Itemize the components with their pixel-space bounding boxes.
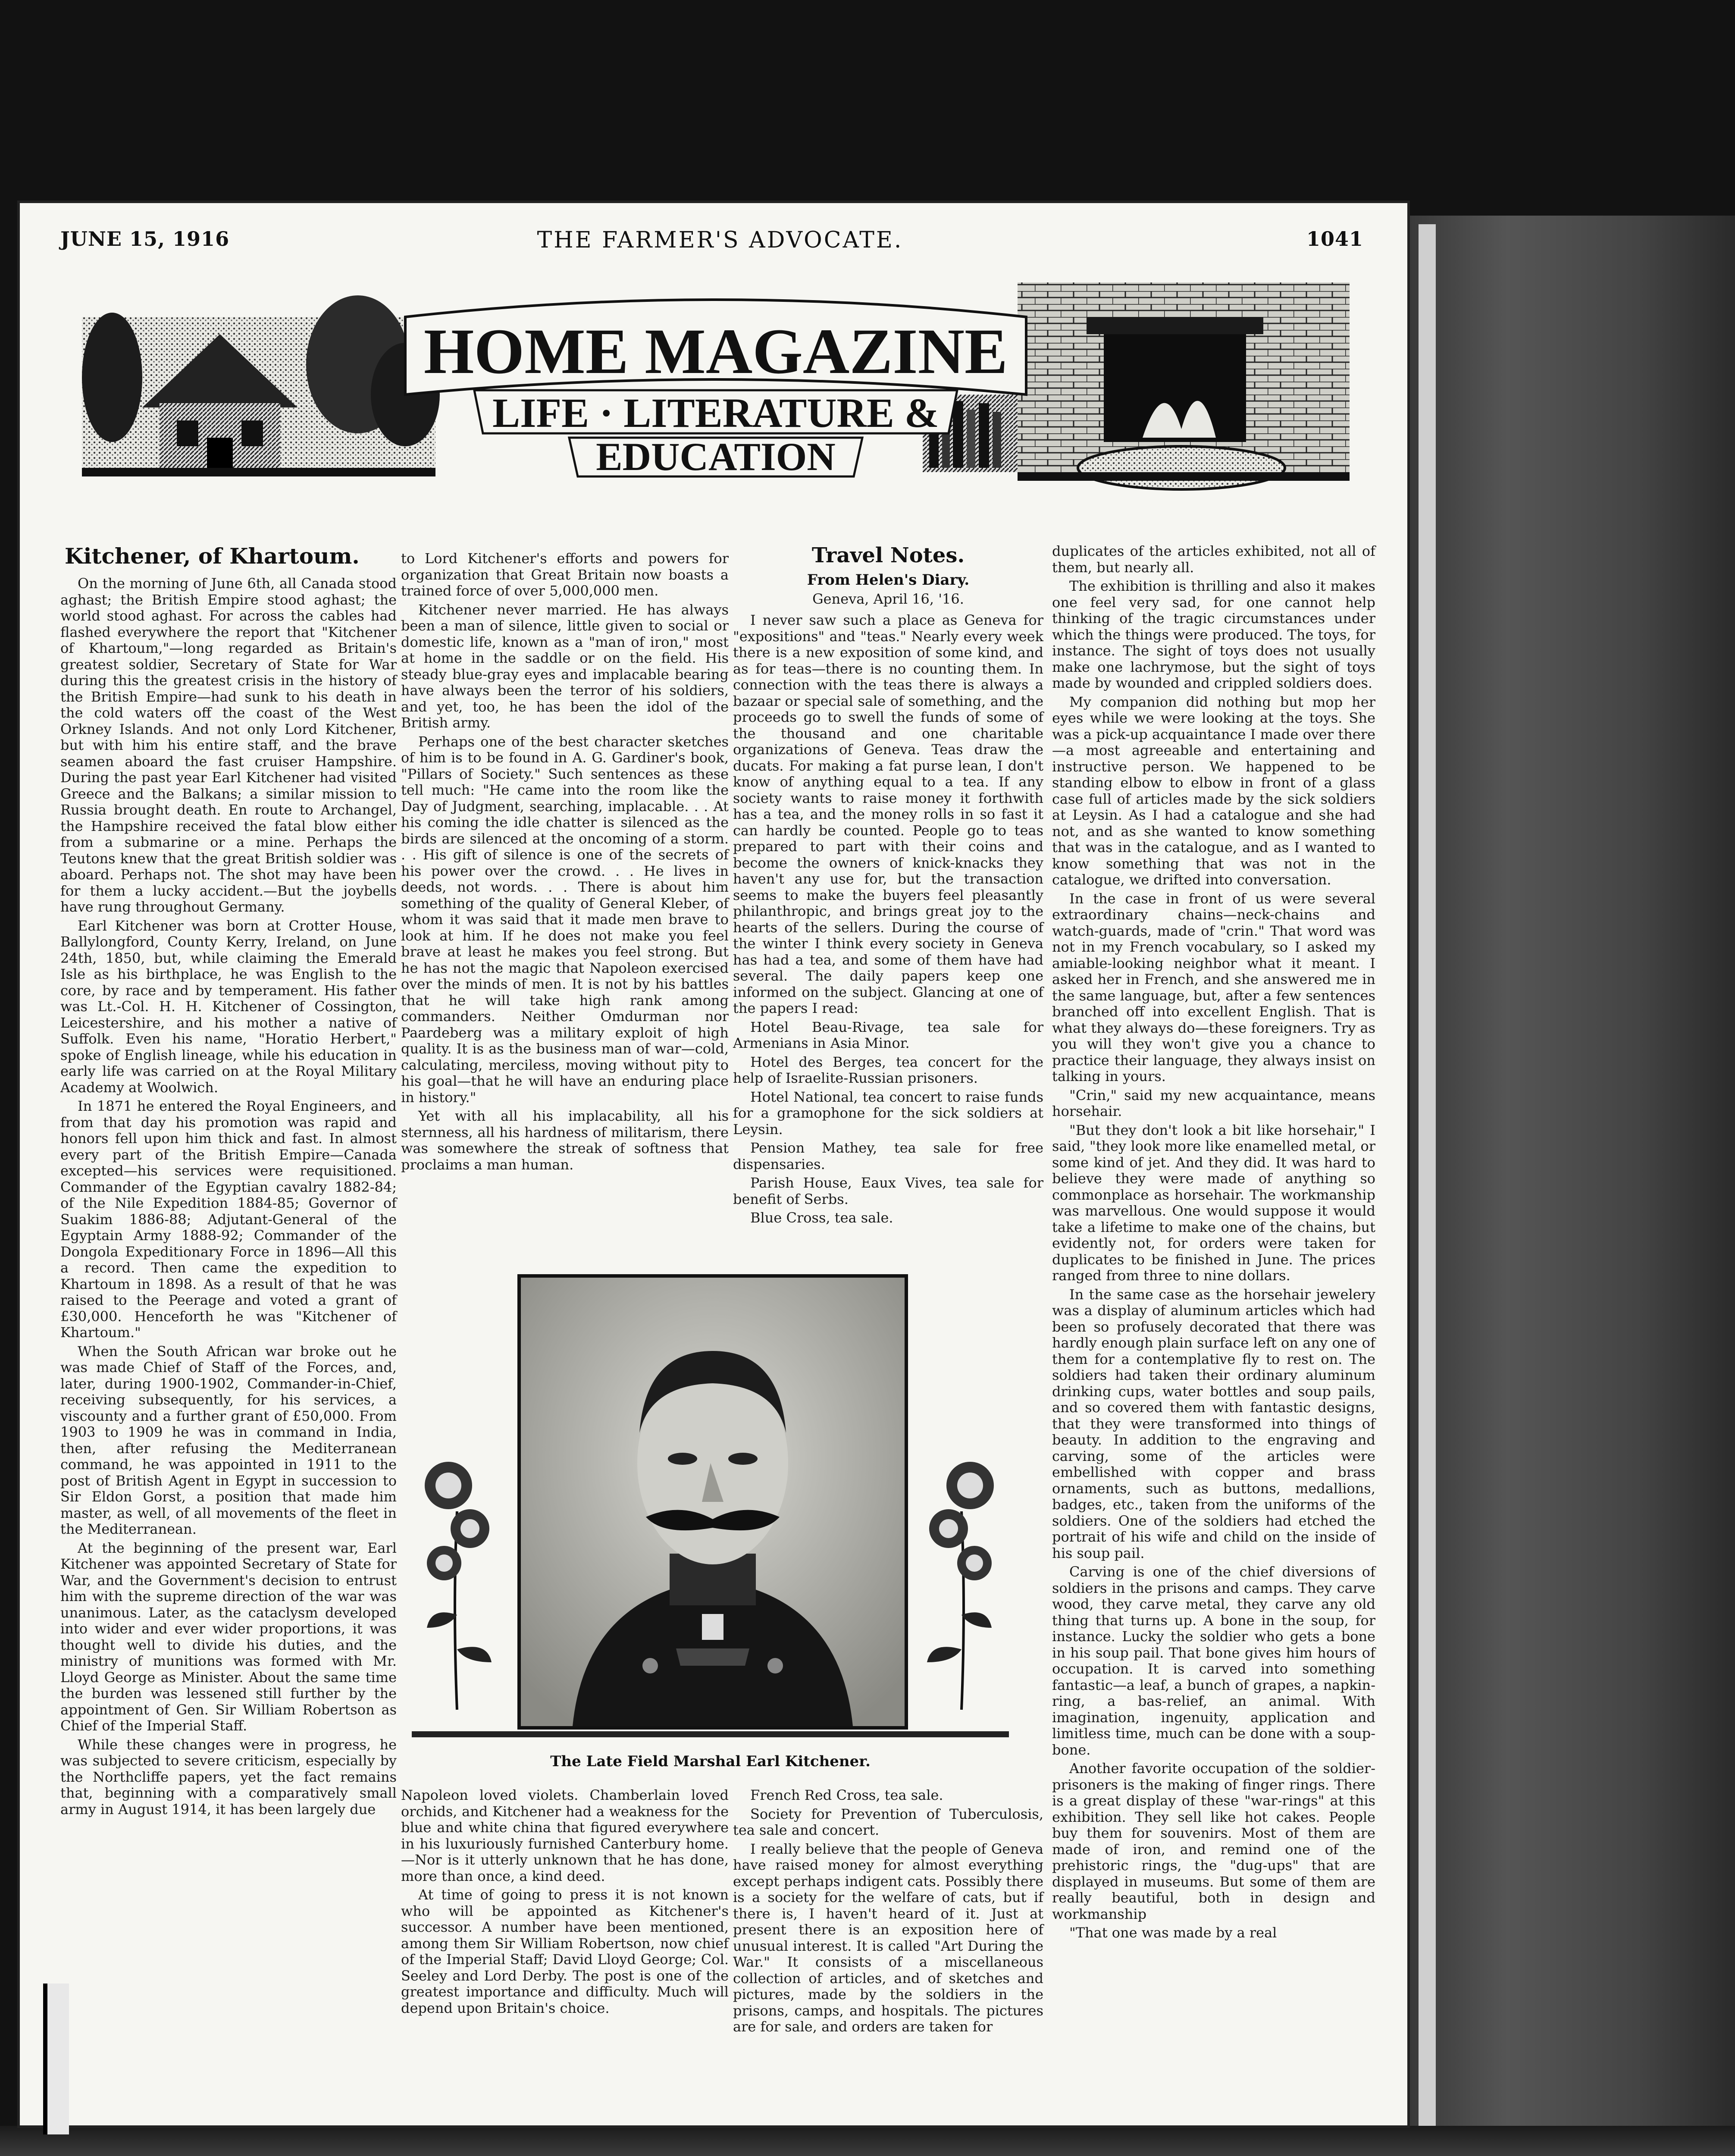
paragraph: In the same case as the horsehair jewelery was a display of aluminum articles which had been so profusely decorated that there was hardly enough plain surface left on any one of them for a contemplative fly to rest on. The soldiers had taken their ordinary aluminum drinking cups, water bottles and soup pails, and so covered them with fantastic designs, that they were transformed into things of beauty. In addition to the engraving and carving, some of the articles were embellished with copper and brass ornaments, such as buttons, medallions, badges, etc., taken from the uniforms of the soldiers. One of the soldiers had etched the portrait of his wife and child on the inside of his soup pail. <box>1052 1286 1375 1561</box>
banner-line1: HOME MAGAZINE <box>423 316 1008 387</box>
paragraph: I really believe that the people of Geneva have raised money for almost everything except perhaps indigent cats. Possibly there is a society for the welfare of cats, but if there is, I haven't heard of it. Just at present there is an exposition here of unusual interest. It is called "Art During the War." It consists of a miscellaneous collection of articles, and of sketches and pictures, made by the soldiers in the prisons, camps, and hospitals. The pictures are for sale, and orders are taken for <box>733 1840 1043 2035</box>
fireplace-scene-illustration <box>1018 282 1350 489</box>
paragraph: "Crin," said my new acquaintance, means horsehair. <box>1052 1087 1375 1119</box>
paragraph: "But they don't look a bit like horsehair," I said, "they look more like enamelled metal, or some kind of jet. And they did. It was hard to believe they were made of anything so commonplace as horsehair. The workmanship was marvellous. One would suppose it would take a lifetime to make one of the chains, but evidently not, for orders were taken for duplicates to be finished in June. The prices ranged from three to nine dollars. <box>1052 1122 1375 1284</box>
paragraph: Society for Prevention of Tuberculosis, tea sale and concert. <box>733 1805 1043 1838</box>
paragraph: Hotel des Berges, tea concert for the help of Israelite-Russian prisoners. <box>733 1053 1043 1086</box>
flower-right-decoration <box>918 1434 1005 1710</box>
paragraph: Hotel National, tea concert to raise funds for a gramophone for the sick soldiers at Leysin. <box>733 1088 1043 1138</box>
paragraph: I never saw such a place as Geneva for "expositions" and "teas." Nearly every week there is a new exposition of some kind, and as for teas—there is no counting them. In connection with the teas there is always a bazaar or special sale of something, and the proceeds go to swell the funds of some of the thousand and one charitable organizations of Geneva. Teas draw the ducats. For making a fat purse lean, I don't know of anything equal to a tea. If any society wants to raise money it forthwith has a tea, and the money rolls in so fast it can hardly be counted. People go to teas prepared to part with their coins and become the owners of knick-knacks they haven't any use for, but the transaction seems to make the buyers feel pleasantly philanthropic, and brings great joy to the hearts of the sellers. During the course of the winter I think every society in Geneva has had a tea, and some of them have had several. The daily papers keep one informed on the subject. Glancing at one of the papers I read: <box>733 612 1043 1016</box>
travel-heading: Travel Notes. <box>811 543 965 567</box>
paragraph: Kitchener never married. He has always been a man of silence, little given to social or domestic life, known as a "man of iron," most at home in the saddle or on the field. His steady blue-gray eyes and implacable bearing have always been the terror of his soldiers, and yet, too, he has been the idol of the British army. <box>401 601 729 731</box>
paragraph: to Lord Kitchener's efforts and powers for organization that Great Britain now boasts a trained force of over 5,000,000 men. <box>401 550 729 599</box>
paragraph: Parish House, Eaux Vives, tea sale for benefit of Serbs. <box>733 1175 1043 1207</box>
paragraph: "That one was made by a real <box>1069 1924 1277 1941</box>
house-scene-illustration <box>82 295 440 476</box>
scan-background-bottom <box>0 2126 1735 2156</box>
travel-subheading: From Helen's Diary. <box>807 571 970 589</box>
paragraph: The exhibition is thrilling and also it makes one feel very sad, for one cannot help thinking of the tragic circumstances under which the things were produced. The toys, for instance. The sight of toys does not usually make one lachrymose, but the sight of toys made by wounded and crippled soldiers does. <box>1052 578 1375 691</box>
binding-strip <box>43 1984 69 2134</box>
home-magazine-banner <box>78 265 1354 489</box>
paragraph: In the case in front of us were several extraordinary chains—neck-chains and watch-guards, made of "crin." That word was not in my French vocabulary, so I asked my amiable-looking neighbor what it meant. I asked her in French, and she answered me in the same language, but, after a few sentences branched off into excellent English. That is what they always do—these foreigners. Try as you will they won't give you a chance to practice their language, they always insist on talking in yours. <box>1052 890 1375 1084</box>
paragraph: While these changes were in progress, he was subjected to severe criticism, especially by the Northcliffe papers, yet the fact remains that, beginning with a comparatively small army in August 1914, it has been largely due <box>60 1736 397 1818</box>
portrait-frame <box>517 1274 908 1730</box>
kitchener-portrait <box>521 1278 905 1726</box>
travel-column-3 <box>733 612 1043 1226</box>
kitchener-heading: Kitchener, of Khartoum. <box>65 543 360 569</box>
page-number: 1041 <box>1306 227 1364 251</box>
paragraph: Hotel Beau-Rivage, tea sale for Armenians in Asia Minor. <box>733 1018 1043 1051</box>
paragraph: In 1871 he entered the Royal Engineers, and from that day his promotion was rapid and honors fell upon him thick and fast. In almost every part of the British Empire—Canada excepted—his services were requisitioned. Commander of the Egyptian cavalry 1882-84; of the Nile Expedition 1884-85; Governor of Suakim 1886-88; Adjutant-General of the Egyptain Army 1888-92; Commander of the Dongola Expeditionary Force in 1896—All this a record. Then came the expedition to Khartoum in 1898. As a result of that he was raised to the Peerage and voted a grant of £30,000. Henceforth he was "Kitchener of Khartoum." <box>60 1098 397 1341</box>
paragraph: Napoleon loved violets. Chamberlain loved orchids, and Kitchener had a weakness for the blue and white china that figured everywhere in his luxuriously furnished Canterbury home. —Nor is it utterly unknown that he has done, more than once, a kind deed. <box>401 1787 729 1884</box>
portrait-caption: The Late Field Marshal Earl Kitchener. <box>550 1753 871 1770</box>
publication-title: THE FARMER'S ADVOCATE. <box>537 227 903 253</box>
paragraph: Yet with all his implacability, all his sternness, all his hardness of militarism, there was somewhere the streak of softness that proclaims a man human. <box>401 1108 729 1173</box>
banner-line2: LIFE · LITERATURE & <box>492 390 939 436</box>
paragraph: duplicates of the articles exhibited, not all of them, but nearly all. <box>1052 543 1375 576</box>
paragraph: Pension Mathey, tea sale for free dispensaries. <box>733 1140 1043 1172</box>
kitchener-column-1 <box>60 576 397 2111</box>
adjacent-page-edge <box>1419 224 1436 2156</box>
flower-left-decoration <box>414 1434 500 1710</box>
travel-column-4 <box>1052 543 1375 2078</box>
kitchener-column-2-continued <box>401 1787 729 2098</box>
issue-date: JUNE 15, 1916 <box>60 227 230 251</box>
banner-line3: EDUCATION <box>596 435 836 479</box>
portrait-base-rule <box>412 1731 1009 1737</box>
kitchener-column-2 <box>401 550 729 1173</box>
paragraph: Carving is one of the chief diversions of soldiers in the prisons and camps. They carve wood, they carve metal, they carve any old thing that turns up. A bone in the soup, for instance. Lucky the soldier who gets a bone in his soup pail. That bone gives him hours of occupation. It is carved into something fantastic—a leaf, a bunch of grapes, a napkin-ring, a bas-relief, an animal. With imagination, ingenuity, application and limitless time, much can be done with a soup-bone. <box>1052 1564 1375 1758</box>
paragraph: My companion did nothing but mop her eyes while we were looking at the toys. She was a pick-up acquaintance I made over there—a most agreeable and entertaining and instructive person. We happened to be standing elbow to elbow in front of a glass case full of articles made by the sick soldiers at Leysin. As I had a catalogue and she had not, and as she wanted to know something that was in the catalogue, and as I wanted to know something that was not in the catalogue, we drifted into conversation. <box>1052 693 1375 888</box>
newspaper-page <box>17 201 1410 2128</box>
paragraph: French Red Cross, tea sale. <box>750 1787 943 1803</box>
paragraph: Another favorite occupation of the soldier-prisoners is the making of finger rings. There is a great display of these "war-rings" at this exhibition. They sell like hot cakes. People buy them for souvenirs. Most of them are made of iron, and remind one of the prehistoric rings, the "dug-ups" that are displayed in museums. But some of them are really beautiful, both in design and workmanship <box>1052 1760 1375 1922</box>
scan-background-right <box>1410 216 1735 2156</box>
travel-column-3-continued <box>733 1787 1043 2098</box>
paragraph: On the morning of June 6th, all Canada stood aghast; the British Empire stood aghast; the world stood aghast. For across the cables had flashed everywhere the report that "Kitchener of Khartoum,"—long regarded as Britain's greatest soldier, Secretary of State for War during this the greatest crisis in the history of the British Empire—had sunk to his death in the cold waters off the coast of the West Orkney Islands. And not only Lord Kitchener, but with him his entire staff, and the brave seamen aboard the fast cruiser Hampshire. During the past year Earl Kitchener had visited Greece and the Balkans; a similar mission to Russia brought death. En route to Archangel, the Hampshire received the fatal blow either from a submarine or a mine. Perhaps the Teutons knew that the great British soldier was aboard. Perhaps not. The shot may have been for them a lucky accident.—But the joybells have rung throughout Germany. <box>60 575 397 915</box>
paragraph: At the beginning of the present war, Earl Kitchener was appointed Secretary of State for War, and the Government's decision to entrust him with the supreme direction of the war was unanimous. Later, as the cataclysm developed into wider and ever wider proportions, it was thought well to divide his duties, and the ministry of munitions was formed with Mr. Lloyd George as Minister. About the same time the burden was lessened still further by the appointment of Gen. Sir William Robertson as Chief of the Imperial Staff. <box>60 1539 397 1734</box>
paragraph: Perhaps one of the best character sketches of him is to be found in A. G. Gardiner's book, "Pillars of Society." Such sentences as these tell much: "He came into the room like the Day of Judgment, searching, implacable. . . At his coming the idle chatter is silenced as the birds are silenced at the oncoming of a storm. . . His gift of silence is one of the secrets of his power over the crowd. . . He lives in deeds, not words. . . There is about him something of the quality of General Kleber, of whom it was said that it made men brave to look at him. If he does not make you feel brave at least he makes you feel strong. But he has not the magic that Napoleon exercised over the minds of men. It is not by his battles that he will take high rank among commanders. Neither Omdurman nor Paardeberg was a military exploit of high quality. It is as the business man of war—cold, calculating, merciless, moving without pity to his goal—that he will have an enduring place in history." <box>401 733 729 1106</box>
paragraph: Earl Kitchener was born at Crotter House, Ballylongford, County Kerry, Ireland, on June 24th, 1850, but, while claiming the Emerald Isle as his birthplace, he was English to the core, by race and by temperament. His father was Lt.-Col. H. H. Kitchener of Cossington, Leicestershire, and his mother a native of Suffolk. Even his name, "Horatio Herbert," spoke of English lineage, while his education in early life was carried on at the Royal Military Academy at Woolwich. <box>60 917 397 1096</box>
paragraph: At time of going to press it is not known who will be appointed as Kitchener's successor. A number have been mentioned, among them Sir William Robertson, now chief of the Imperial Staff; David Lloyd George; Col. Seeley and Lord Derby. The post is one of the greatest importance and difficulty. Much will depend upon Britain's choice. <box>401 1887 729 2016</box>
paragraph: Blue Cross, tea sale. <box>750 1210 893 1226</box>
paragraph: When the South African war broke out he was made Chief of Staff of the Forces, and, later, during 1900-1902, Commander-in-Chief, receiving subsequently, for his services, a viscounty and a further grant of £50,000. From 1903 to 1909 he was in command in India, then, after refusing the Mediterranean command, he was appointed in 1911 to the post of British Agent in Egypt in succession to Sir Eldon Gorst, a position that made him master, as well, of all movements of the fleet in the Mediterranean. <box>60 1343 397 1537</box>
travel-dateline: Geneva, April 16, '16. <box>812 591 964 607</box>
